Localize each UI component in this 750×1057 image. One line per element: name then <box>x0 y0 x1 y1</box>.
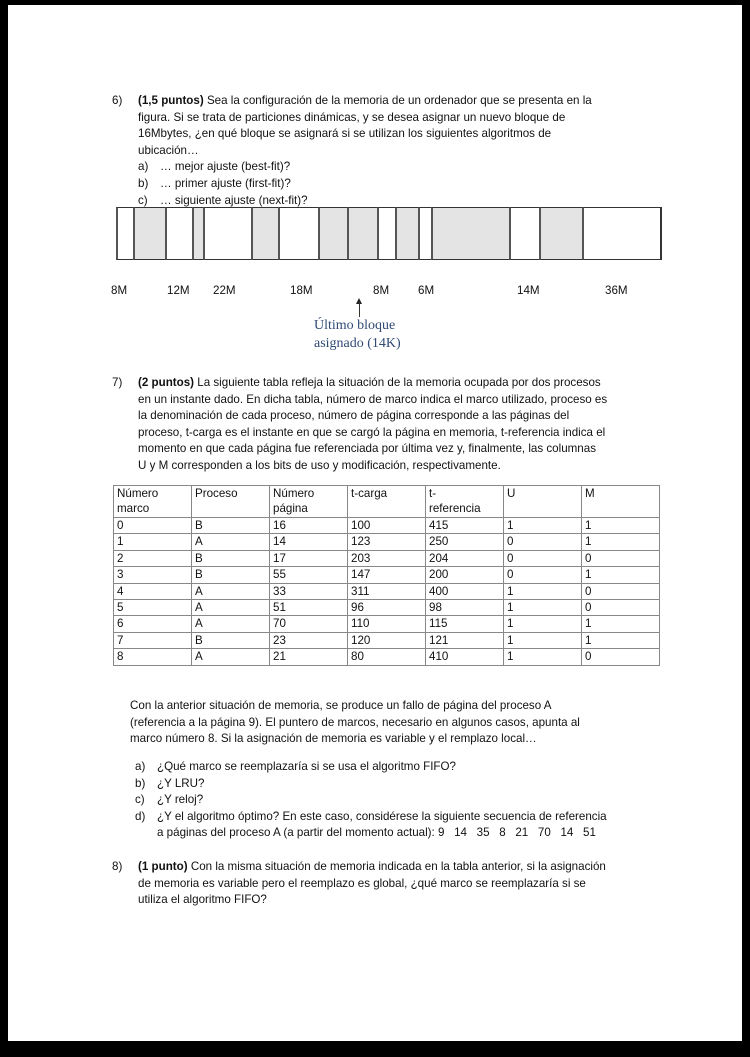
column-header-use-bit: U <box>504 486 582 518</box>
column-header-process: Proceso <box>192 486 270 518</box>
table-row <box>114 583 660 599</box>
table-cell: A <box>192 600 270 616</box>
table-cell: 55 <box>270 567 348 583</box>
memory-block-free <box>377 207 395 260</box>
question-text-line: figura. Si se trata de particiones dinámicas, y se desea asignar un nuevo bloque de <box>138 110 566 124</box>
table-cell: 1 <box>504 649 582 665</box>
table-cell: 1 <box>504 600 582 616</box>
partition-size-label: 8M <box>111 284 128 297</box>
table-cell: 8 <box>114 649 192 665</box>
question-text-line: de memoria es variable pero el reemplazo es global, ¿qué marco se reemplazaría si se <box>138 876 586 890</box>
table-cell: 6 <box>114 616 192 632</box>
memory-block-used <box>192 207 203 260</box>
question-text-line: en un instante dado. En dicha tabla, número de marco indica el marco utilizado, proceso es <box>138 392 608 406</box>
question-text-line: la denominación de cada proceso, número de página corresponde a las páginas del <box>138 409 570 423</box>
question-6 <box>112 93 652 209</box>
table-cell: A <box>192 649 270 665</box>
table-cell: 3 <box>114 567 192 583</box>
question-text-line: 16Mbytes, ¿en qué bloque se asignará si se utilizan los siguientes algoritmos de <box>138 127 552 141</box>
memory-block-used <box>431 207 509 260</box>
memory-block-free <box>116 207 133 260</box>
table-cell: 110 <box>348 616 426 632</box>
question-text-line: momento en que cada página fue referenciada por última vez y, finalmente, las columnas <box>138 442 596 456</box>
table-cell: 21 <box>270 649 348 665</box>
memory-block-used <box>539 207 582 260</box>
table-cell: 2 <box>114 550 192 566</box>
table-row <box>114 550 660 566</box>
table-cell: 5 <box>114 600 192 616</box>
memory-frames-table <box>113 485 660 666</box>
table-cell: 96 <box>348 600 426 616</box>
question-8 <box>112 859 652 909</box>
table-cell: 311 <box>348 583 426 599</box>
memory-block-free <box>418 207 431 260</box>
table-cell: 1 <box>582 632 660 648</box>
table-cell: 115 <box>426 616 504 632</box>
table-cell: 204 <box>426 550 504 566</box>
partition-size-label: 22M <box>213 284 236 297</box>
memory-block-free <box>509 207 539 260</box>
question-points: (1 punto) <box>138 860 188 873</box>
table-cell: B <box>192 567 270 583</box>
table-cell: B <box>192 632 270 648</box>
table-row <box>114 649 660 665</box>
followup-text-line: (referencia a la página 9). El puntero de marcos, necesario en algunos casos, apunta al <box>130 715 580 729</box>
question-7 <box>112 375 652 475</box>
table-row <box>114 567 660 583</box>
table-row <box>114 534 660 550</box>
table-cell: 80 <box>348 649 426 665</box>
table-cell: 1 <box>504 632 582 648</box>
table-cell: 120 <box>348 632 426 648</box>
column-header-page-number: Número página <box>270 486 348 518</box>
table-cell: 1 <box>504 583 582 599</box>
followup-text-line: marco número 8. Si la asignación de memoria es variable y el remplazo local… <box>130 732 537 746</box>
table-cell: 0 <box>582 600 660 616</box>
question-text-line: utiliza el algoritmo FIFO? <box>138 893 267 907</box>
question-points: (1,5 puntos) <box>138 94 204 107</box>
table-cell: 1 <box>582 518 660 534</box>
table-cell: 0 <box>582 550 660 566</box>
table-header-row <box>114 486 660 518</box>
table-row <box>114 518 660 534</box>
table-cell: B <box>192 550 270 566</box>
table-cell: 70 <box>270 616 348 632</box>
partition-size-label: 14M <box>517 284 540 297</box>
question-7-followup <box>130 698 650 748</box>
question-number: 6) <box>112 94 123 107</box>
partition-size-label: 12M <box>167 284 190 297</box>
table-cell: 51 <box>270 600 348 616</box>
table-cell: 23 <box>270 632 348 648</box>
question-text-line: (2 puntos) La siguiente tabla refleja la situación de la memoria ocupada por dos procesos <box>138 376 601 389</box>
table-row <box>114 600 660 616</box>
document-page <box>8 5 742 1041</box>
sub-question-c: c) … siguiente ajuste (next-fit)? <box>138 193 308 207</box>
table-cell: 4 <box>114 583 192 599</box>
column-header-modify-bit: M <box>582 486 660 518</box>
table-cell: 0 <box>582 649 660 665</box>
table-cell: 1 <box>504 518 582 534</box>
table-cell: 17 <box>270 550 348 566</box>
table-row <box>114 616 660 632</box>
memory-block-used <box>318 207 347 260</box>
sub-question-a: a) ¿Qué marco se reemplazaría si se usa el algoritmo FIFO? <box>135 760 456 773</box>
table-row <box>114 632 660 648</box>
table-cell: 14 <box>270 534 348 550</box>
partition-size-label: 8M <box>373 284 390 297</box>
sub-question-c: c) ¿Y reloj? <box>135 793 204 807</box>
question-number: 7) <box>112 376 123 389</box>
memory-block-free <box>278 207 318 260</box>
followup-text-line: Con la anterior situación de memoria, se produce un fallo de página del proceso A <box>130 699 552 712</box>
question-text-line: (1,5 puntos) Sea la configuración de la memoria de un ordenador que se presenta en la <box>138 94 592 107</box>
memory-block-free <box>165 207 192 260</box>
question-text-line: U y M corresponden a los bits de uso y modificación, respectivamente. <box>138 458 501 472</box>
table-cell: 147 <box>348 567 426 583</box>
table-cell: 16 <box>270 518 348 534</box>
memory-block-used <box>133 207 165 260</box>
table-cell: 1 <box>504 616 582 632</box>
table-cell: 0 <box>582 583 660 599</box>
column-header-reference-time: t- referencia <box>426 486 504 518</box>
memory-block-free <box>582 207 662 260</box>
question-text-line: proceso, t-carga es el instante en que se cargó la página en memoria, t-referencia indica el <box>138 425 606 439</box>
table-cell: 0 <box>114 518 192 534</box>
table-cell: A <box>192 616 270 632</box>
memory-block-used <box>347 207 377 260</box>
question-points: (2 puntos) <box>138 376 195 389</box>
table-cell: A <box>192 534 270 550</box>
table-cell: B <box>192 518 270 534</box>
table-cell: 0 <box>504 550 582 566</box>
column-header-load-time: t-carga <box>348 486 426 518</box>
table-cell: 1 <box>582 567 660 583</box>
table-cell: 1 <box>114 534 192 550</box>
sub-question-d: d) ¿Y el algoritmo óptimo? En este caso, considérese la siguiente secuencia de referencia <box>135 809 607 823</box>
partition-size-label: 18M <box>290 284 313 297</box>
column-header-frame-number: Número marco <box>114 486 192 518</box>
memory-block-free <box>203 207 251 260</box>
sub-question-b: b) ¿Y LRU? <box>135 776 205 790</box>
question-text-line: (1 punto) Con la misma situación de memoria indicada en la tabla anterior, si la asignación <box>138 860 606 873</box>
table-cell: 98 <box>426 600 504 616</box>
table-cell: 1 <box>582 534 660 550</box>
sub-question-d-continuation: a páginas del proceso A (a partir del momento actual): 9 14 35 8 21 70 14 51 <box>157 826 596 840</box>
sub-question-a: a) … mejor ajuste (best-fit)? <box>138 160 291 174</box>
table-cell: 100 <box>348 518 426 534</box>
table-cell: 415 <box>426 518 504 534</box>
table-cell: 121 <box>426 632 504 648</box>
table-cell: 200 <box>426 567 504 583</box>
partition-size-label: 6M <box>418 284 435 297</box>
table-cell: 250 <box>426 534 504 550</box>
table-cell: 410 <box>426 649 504 665</box>
table-cell: 0 <box>504 567 582 583</box>
memory-partition-diagram <box>116 207 662 262</box>
question-text-line: ubicación… <box>138 143 199 157</box>
last-block-pointer <box>359 302 360 317</box>
table-cell: 203 <box>348 550 426 566</box>
table-cell: 7 <box>114 632 192 648</box>
partition-size-label: 36M <box>605 284 628 297</box>
memory-block-used <box>395 207 418 260</box>
table-cell: A <box>192 583 270 599</box>
question-number: 8) <box>112 860 123 873</box>
table-cell: 400 <box>426 583 504 599</box>
last-allocated-block-label: Último bloque asignado (14K) <box>314 318 401 351</box>
table-cell: 123 <box>348 534 426 550</box>
table-cell: 1 <box>582 616 660 632</box>
table-cell: 33 <box>270 583 348 599</box>
table-cell: 0 <box>504 534 582 550</box>
question-7-subquestions <box>135 759 655 842</box>
sub-question-b: b) … primer ajuste (first-fit)? <box>138 176 291 190</box>
memory-block-used <box>251 207 278 260</box>
